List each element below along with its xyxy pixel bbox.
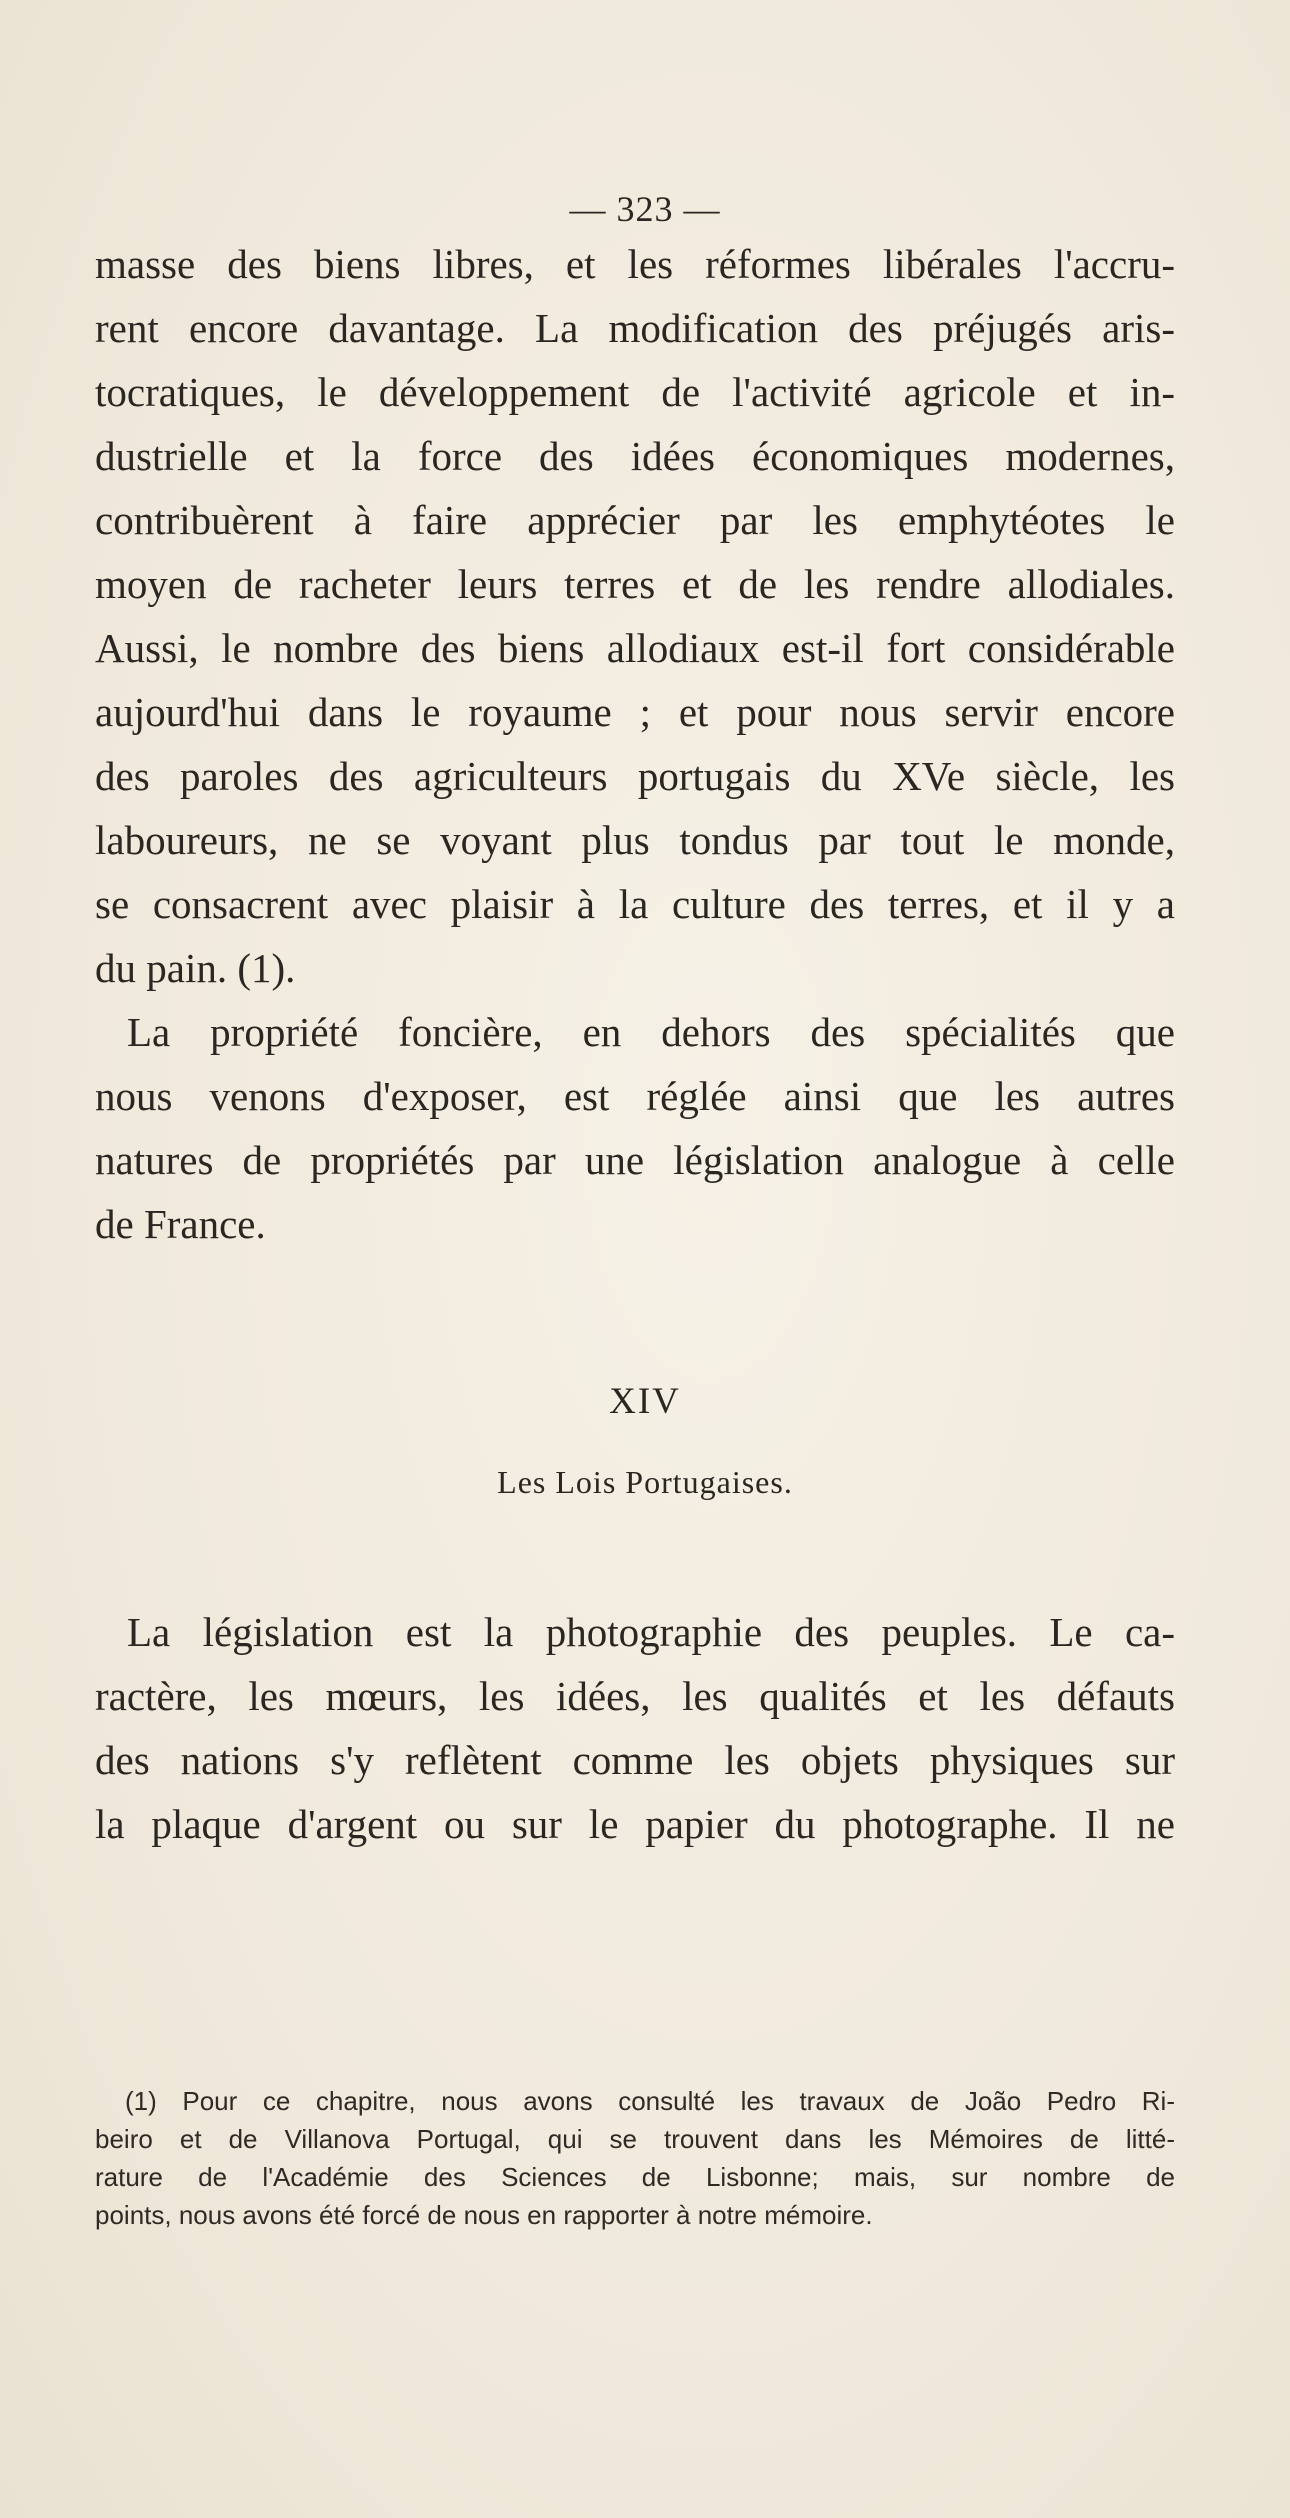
page-number: — 323 — <box>569 189 721 229</box>
text-line: se consacrent avec plaisir à la culture des terres, et il y a <box>95 881 1175 927</box>
body-text-top <box>95 232 1175 1256</box>
text-line: La législation est la photographie des peuples. Le ca- <box>127 1609 1175 1655</box>
text-line: la plaque d'argent ou sur le papier du photographe. Il ne <box>95 1801 1175 1847</box>
text-line: natures de propriétés par une législation analogue à celle <box>95 1137 1175 1183</box>
text-line: des paroles des agriculteurs portugais du XVe siècle, les <box>95 753 1175 799</box>
footnote-line: points, nous avons été forcé de nous en rapporter à notre mémoire. <box>95 2200 873 2230</box>
text-line: de France. <box>95 1201 266 1247</box>
text-line: dustrielle et la force des idées économiques modernes, <box>95 433 1175 479</box>
text-line: La propriété foncière, en dehors des spécialités que <box>127 1009 1175 1055</box>
text-line: rent encore davantage. La modification des préjugés aris- <box>95 305 1175 351</box>
text-line: nous venons d'exposer, est réglée ainsi que les autres <box>95 1073 1175 1119</box>
text-line: contribuèrent à faire apprécier par les emphytéotes le <box>95 497 1175 543</box>
text-line: aujourd'hui dans le royaume ; et pour nous servir encore <box>95 689 1175 735</box>
text-line: moyen de racheter leurs terres et de les rendre allodiales. <box>95 561 1175 607</box>
text-line: des nations s'y reflètent comme les objets physiques sur <box>95 1737 1175 1783</box>
footnote <box>95 2082 1175 2234</box>
text-line: du pain. (1). <box>95 945 296 991</box>
footnote-line: beiro et de Villanova Portugal, qui se trouvent dans les Mémoires de litté- <box>95 2124 1175 2154</box>
chapter-title: Les Lois Portugaises. <box>497 1464 793 1500</box>
text-line: tocratiques, le développement de l'activité agricole et in- <box>95 369 1175 415</box>
footnote-line: (1) Pour ce chapitre, nous avons consulté les travaux de João Pedro Ri- <box>125 2086 1175 2116</box>
text-line: Aussi, le nombre des biens allodiaux est-il fort considérable <box>95 625 1175 671</box>
body-text-bottom <box>95 1600 1175 1856</box>
chapter-number: XIV <box>609 1381 681 1422</box>
text-line: laboureurs, ne se voyant plus tondus par tout le monde, <box>95 817 1175 863</box>
text-line: masse des biens libres, et les réformes libérales l'accru- <box>95 241 1175 287</box>
text-line: ractère, les mœurs, les idées, les qualités et les défauts <box>95 1673 1175 1719</box>
footnote-line: rature de l'Académie des Sciences de Lisbonne; mais, sur nombre de <box>95 2162 1175 2192</box>
